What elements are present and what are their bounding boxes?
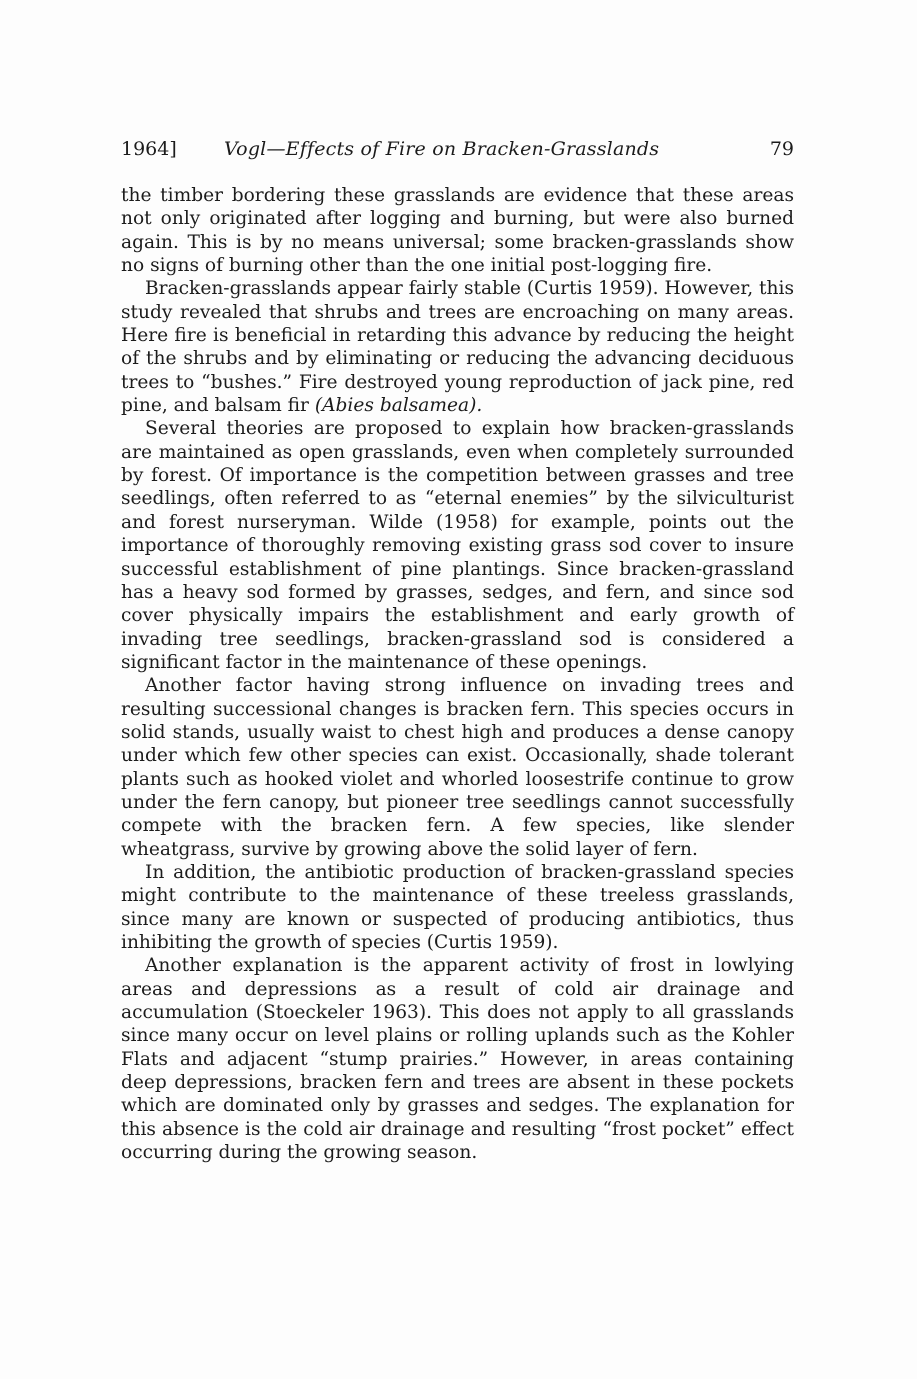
running-head-title: Vogl—Effects of Fire on Bracken-Grasslands (224, 138, 660, 160)
running-head-year: 1964] (121, 138, 177, 160)
paragraph-6: Another explanation is the apparent activity of frost in lowlying areas and depressions as a result of cold air drainage and accumulation (Stoeckeler 1963). This does not apply to all grasslands since many occur on level plains or rolling uplands such as the Kohler Flats and adjacent “stump prairies.” However, in areas containing deep depressions, bracken fern and trees are absent in these pockets which are dominated only by grasses and sedges. The explanation for this absence is the cold air drainage and resulting “frost pocket” effect occurring during the growing season. (121, 955, 794, 1164)
running-head (121, 136, 794, 162)
paragraph-4: Another factor having strong influence on invading trees and resulting successional changes is bracken fern. This species occurs in solid stands, usually waist to chest high and produces a dense canopy under which few other species can exist. Occasionally, shade tolerant plants such as hooked violet and whorled loosestrife continue to grow under the fern canopy, but pioneer tree seedlings cannot successfully compete with the bracken fern. A few species, like slender wheatgrass, survive by growing above the solid layer of fern. (121, 675, 794, 860)
species-name: (Abies balsamea). (314, 395, 483, 417)
article-body (121, 184, 794, 1164)
paragraph-2-text: Bracken-grasslands appear fairly stable (Curtis 1959). However, this study revealed that shrubs and trees are encroaching on many areas. Here fire is beneficial in retarding this advance by reducing the height of the shrubs and by eliminating or reducing the advancing deciduous trees to “bushes.” Fire destroyed young reproduction of jack pine, red pine, and balsam fir (121, 278, 794, 417)
paragraph-2 (121, 277, 794, 417)
paragraph-1: the timber bordering these grasslands are evidence that these areas not only originated after logging and burning, but were also burned again. This is by no means universal; some bracken-grasslands show no signs of burning other than the one initial post-logging fire. (121, 185, 794, 277)
page-number: 79 (769, 138, 794, 160)
paragraph-3: Several theories are proposed to explain how bracken-grasslands are maintained as open grasslands, even when completely surrounded by forest. Of importance is the competition between grasses and tree seedlings, often referred to as “eternal enemies” by the silviculturist and forest nurseryman. Wilde (1958) for example, points out the importance of thoroughly removing existing grass sod cover to insure successful establishment of pine plantings. Since bracken-grassland has a heavy sod formed by grasses, sedges, and fern, and since sod cover physically impairs the establishment and early growth of invading tree seedlings, bracken-grassland sod is considered a significant factor in the maintenance of these openings. (121, 418, 794, 673)
paragraph-5: In addition, the antibiotic production of bracken-grassland species might contribute to the maintenance of these treeless grasslands, since many are known or suspected of producing antibiotics, thus inhibiting the growth of species (Curtis 1959). (121, 861, 794, 953)
